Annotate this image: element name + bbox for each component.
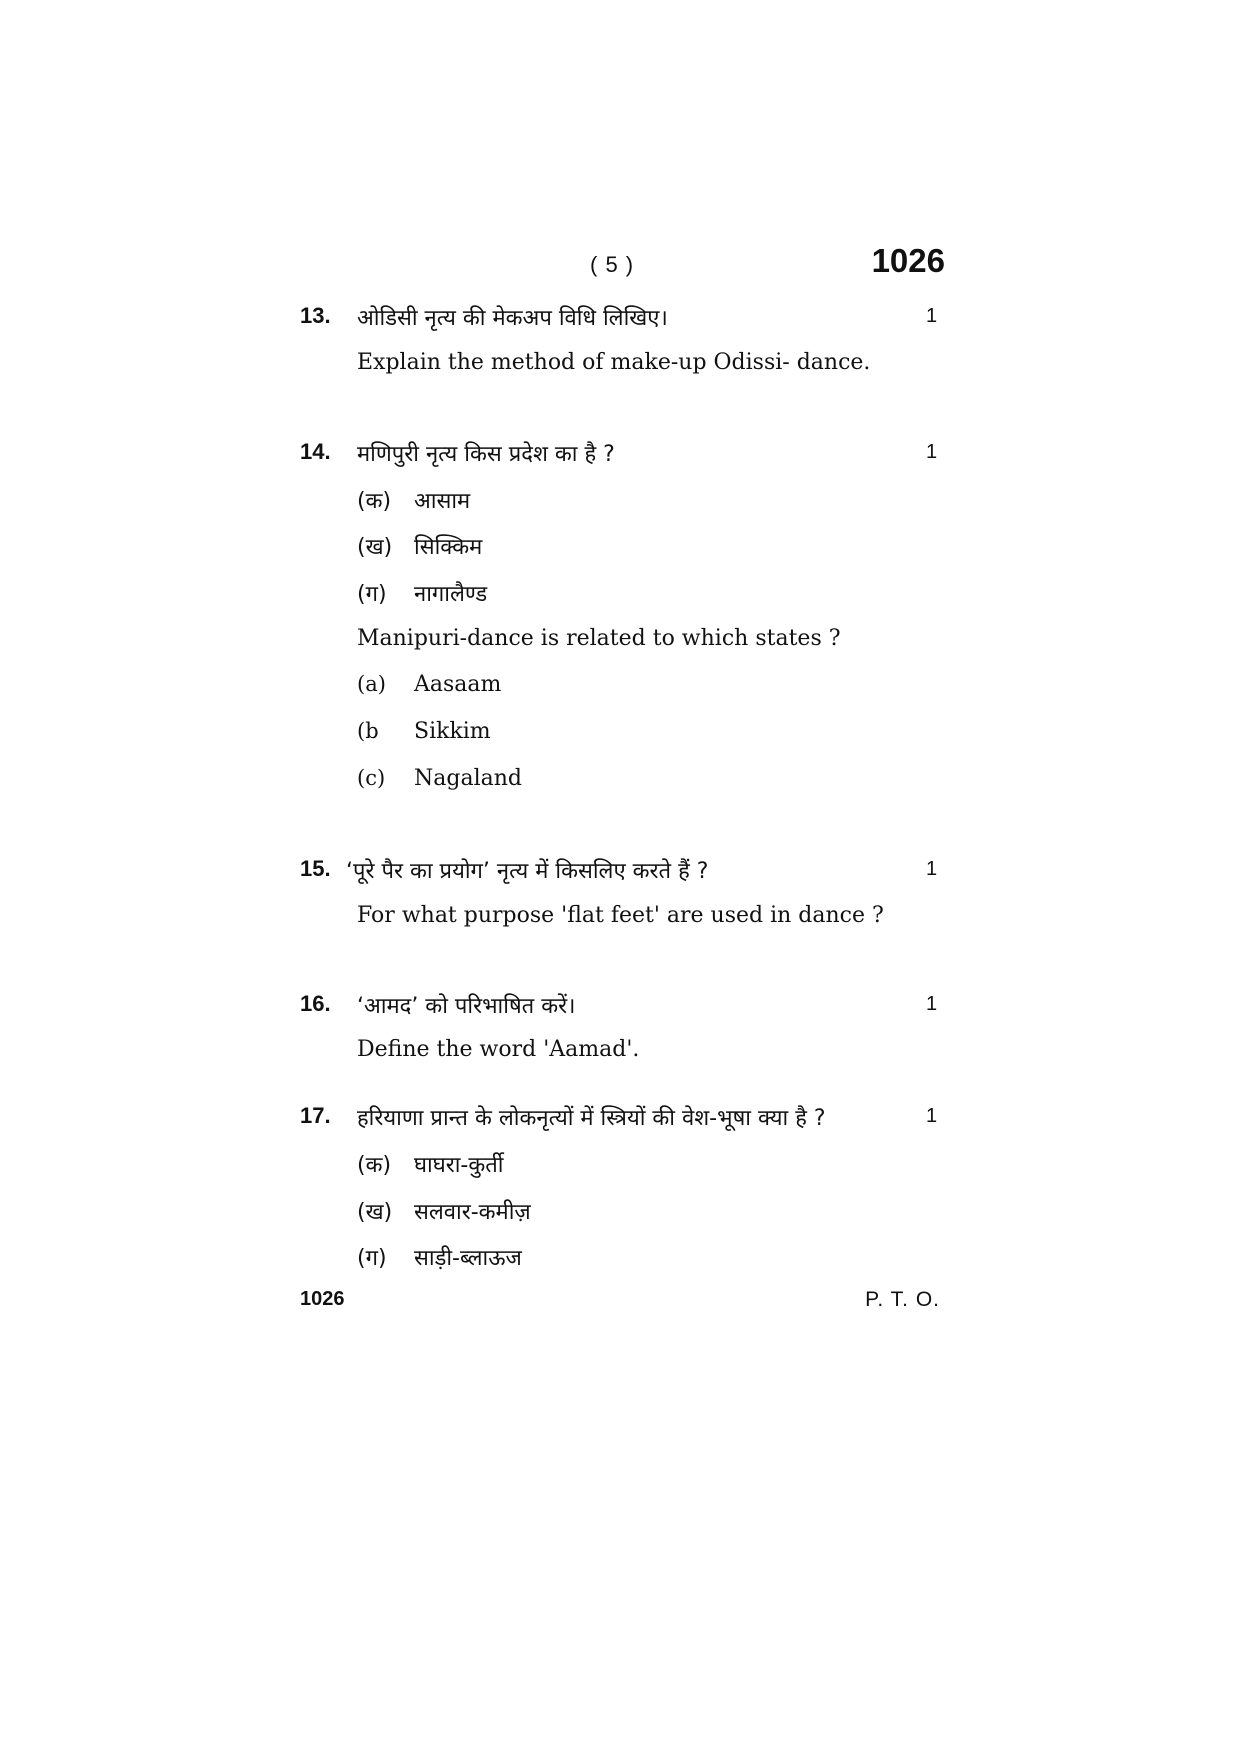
please-turn-over: P. T. O.: [865, 1288, 940, 1311]
question-number: 16.: [300, 991, 331, 1016]
question-text-english: Manipuri-dance is related to which states ?: [357, 626, 841, 651]
option-label: (क): [357, 489, 392, 514]
question-text-english: Define the word 'Aamad'.: [357, 1037, 640, 1062]
option-text: Aasaam: [414, 672, 502, 697]
question-number: 15.: [300, 856, 331, 881]
option-text: सिक्किम: [414, 535, 483, 560]
question-marks: 1: [926, 993, 938, 1015]
option-label: (ग): [357, 582, 387, 607]
question-text-english: Explain the method of make-up Odissi- dance.: [357, 350, 871, 375]
option-label: (क): [357, 1153, 392, 1178]
option-label: (ख): [357, 1200, 393, 1225]
question-text-hindi: ओडिसी नृत्य की मेकअप विधि लिखिए।: [357, 306, 668, 331]
question-marks: 1: [926, 858, 938, 880]
question-marks: 1: [926, 1105, 938, 1127]
question-marks: 1: [926, 441, 938, 463]
option-label: (ख): [357, 535, 393, 560]
question-number: 13.: [300, 303, 331, 328]
option-text: घाघरा-कुर्ती: [414, 1153, 504, 1178]
option-text: आसाम: [414, 489, 471, 514]
option-text: नागालैण्ड: [414, 582, 488, 607]
option-text: Sikkim: [414, 719, 491, 744]
option-text: Nagaland: [414, 766, 522, 791]
question-text-hindi: ‘आमद’ को परिभाषित करें।: [357, 994, 576, 1019]
page-number: ( 5 ): [590, 252, 635, 277]
question-marks: 1: [926, 305, 938, 327]
option-label: (b: [357, 719, 379, 743]
option-label: (c): [357, 766, 386, 790]
option-label: (ग): [357, 1246, 387, 1271]
option-text: साड़ी-ब्लाऊज: [414, 1246, 522, 1271]
paper-code-footer: 1026: [300, 1288, 345, 1310]
question-text-english: For what purpose 'flat feet' are used in dance ?: [357, 903, 884, 928]
question-text-hindi: ‘पूरे पैर का प्रयोग’ नृत्य में किसलिए करते हैं ?: [346, 859, 709, 884]
option-text: सलवार-कमीज़: [414, 1200, 531, 1225]
option-label: (a): [357, 672, 386, 696]
question-number: 14.: [300, 439, 331, 464]
question-number: 17.: [300, 1103, 331, 1128]
question-text-hindi: हरियाणा प्रान्त के लोकनृत्यों में स्त्रियों की वेश-भूषा क्या है ?: [357, 1106, 826, 1131]
paper-code-header: 1026: [871, 242, 945, 279]
question-text-hindi: मणिपुरी नृत्य किस प्रदेश का है ?: [357, 442, 615, 467]
